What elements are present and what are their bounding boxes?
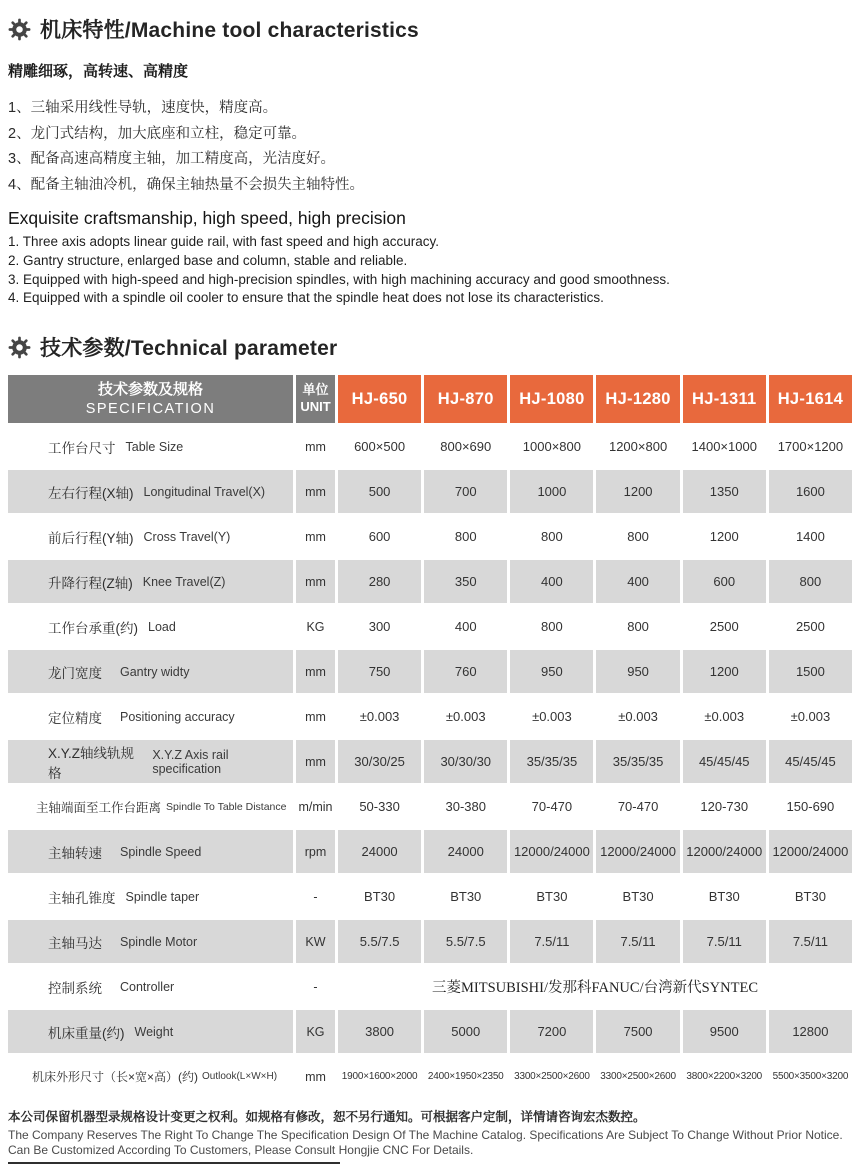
spec-value: 70-470 <box>617 799 659 815</box>
spec-value: 1600 <box>769 470 852 513</box>
row-label <box>8 740 293 783</box>
row-label-cn: 龙门宽度 <box>48 665 102 681</box>
spec-value: 45/45/45 <box>769 740 852 783</box>
spec-value: 600 <box>368 529 391 545</box>
row-unit: mm <box>305 1069 326 1084</box>
row-label <box>8 830 293 873</box>
row-unit: mm <box>305 529 326 544</box>
spec-value: 12000/24000 <box>769 830 852 873</box>
spec-value: 24000 <box>338 830 421 873</box>
model-column-header: HJ-1280 <box>596 375 679 423</box>
controller-merged-value: 三菱MITSUBISHI/发那科FANUC/台湾新代SYNTEC <box>431 980 758 997</box>
spec-value: 1200 <box>683 650 766 693</box>
spec-value: 1000×800 <box>522 439 581 455</box>
spec-value: 9500 <box>683 1010 766 1053</box>
spec-value: 12000/24000 <box>510 830 593 873</box>
spec-header-cn: 技术参数及规格 <box>97 380 203 398</box>
spec-value: 3800 <box>338 1010 421 1053</box>
row-label-en: Gantry widty <box>120 664 190 679</box>
row-unit: mm <box>296 650 335 693</box>
row-unit: KG <box>296 1010 335 1053</box>
spec-value: 350 <box>424 560 507 603</box>
row-label-en: Outlook(L×W×H) <box>202 1071 278 1083</box>
spec-value: 30-380 <box>445 799 486 815</box>
spec-value: 1700×1200 <box>777 439 844 455</box>
spec-value: 600 <box>683 560 766 603</box>
en-feature-list <box>8 233 852 308</box>
row-label <box>8 920 293 963</box>
machine-characteristics-title-text: 机床特性/Machine tool characteristics <box>40 19 419 42</box>
spec-value: 70-470 <box>531 799 573 815</box>
spec-value: BT30 <box>450 889 482 905</box>
row-unit: mm <box>296 470 335 513</box>
spec-value: 800 <box>454 529 477 545</box>
spec-value: 950 <box>596 650 679 693</box>
technical-parameter-title-text: 技术参数/Technical parameter <box>40 337 338 361</box>
spec-value: 800 <box>627 529 649 545</box>
spec-value: 7.5/11 <box>769 920 852 963</box>
unit-header-cn: 单位 <box>302 382 329 398</box>
spec-value: 35/35/35 <box>596 740 679 783</box>
spec-value: 24000 <box>424 830 507 873</box>
spec-value: BT30 <box>794 889 826 905</box>
spec-value: 2400×1950×2350 <box>427 1071 504 1083</box>
en-feature-item: 3. Equipped with high-speed and high-precision spindles, with high machining accuracy and good smoothness. <box>8 271 670 287</box>
row-label <box>8 785 293 828</box>
spec-value: 1000 <box>510 470 593 513</box>
spec-value: 400 <box>454 619 477 635</box>
row-label-en: X.Y.Z Axis rail specification <box>152 747 229 776</box>
row-label <box>8 875 293 918</box>
row-label-en: Cross Travel(Y) <box>143 529 231 544</box>
spec-value: 5.5/7.5 <box>424 920 507 963</box>
row-label-en: Spindle Motor <box>120 934 198 949</box>
spec-value: BT30 <box>622 889 654 905</box>
footer-underline <box>8 1162 340 1164</box>
row-unit: - <box>313 979 318 994</box>
row-label-cn: 机床外形尺寸（长×宽×高）(约) <box>32 1070 199 1085</box>
row-label <box>8 650 293 693</box>
spec-column-header <box>8 375 293 423</box>
cn-feature-item: 3、配备高速高精度主轴，加工精度高，光洁度好。 <box>8 151 336 167</box>
spec-value: 400 <box>596 560 679 603</box>
spec-value: 800 <box>541 529 563 545</box>
spec-value: 3800×2200×3200 <box>686 1071 763 1083</box>
row-label <box>8 560 293 603</box>
spec-value: 500 <box>338 470 421 513</box>
disclaimer-cn: 本公司保留机器型录规格设计变更之权利。如规格有修改，恕不另行通知。可根据客户定制，详情请咨询宏杰数控。 <box>8 1110 646 1125</box>
disclaimer-en: The Company Reserves The Right To Change The Specification Design Of The Machine Catalog. Specifications Are Subject To Change Without Prior Notice. Can Be Customized According To Customers, Please Consult Hongjie CNC For Details. <box>8 1128 843 1158</box>
row-label-en: Load <box>148 619 176 634</box>
spec-value: 7200 <box>510 1010 593 1053</box>
spec-value: ±0.003 <box>359 709 400 725</box>
row-label-cn: 主轴端面至工作台距离 <box>36 800 162 815</box>
spec-value: 1200 <box>709 529 739 545</box>
row-label-cn: 左右行程(X轴) <box>48 485 134 501</box>
spec-value: 35/35/35 <box>510 740 593 783</box>
en-feature-item: 1. Three axis adopts linear guide rail, with fast speed and high accuracy. <box>8 234 439 249</box>
model-column-header: HJ-650 <box>338 375 421 423</box>
spec-value: 1400×1000 <box>691 439 757 455</box>
spec-value: 1500 <box>769 650 852 693</box>
spec-value: 30/30/30 <box>424 740 507 783</box>
row-label-cn: 升降行程(Z轴) <box>48 575 133 591</box>
en-subtitle: Exquisite craftsmanship, high speed, high precision <box>8 208 406 228</box>
spec-value: 1200×800 <box>608 439 668 455</box>
spec-value: 12800 <box>769 1010 852 1053</box>
spec-value: 5.5/7.5 <box>338 920 421 963</box>
en-feature-item: 2. Gantry structure, enlarged base and column, stable and reliable. <box>8 252 408 268</box>
spec-value: 7.5/11 <box>596 920 679 963</box>
row-label-cn: 主轴马达 <box>48 935 102 951</box>
model-column-header: HJ-1614 <box>769 375 852 423</box>
en-feature-item: 4. Equipped with a spindle oil cooler to ensure that the spindle heat does not lose its characteristics. <box>8 290 604 306</box>
cn-feature-item: 4、配备主轴油冷机，确保主轴热量不会损失主轴特性。 <box>8 176 365 193</box>
spec-value: 5000 <box>424 1010 507 1053</box>
technical-parameter-title <box>8 332 852 362</box>
spec-value: 2500 <box>709 619 739 635</box>
row-label-cn: 主轴转速 <box>48 845 102 861</box>
spec-value: 800×690 <box>440 439 492 455</box>
row-label <box>8 1055 293 1098</box>
model-column-header: HJ-1080 <box>510 375 593 423</box>
spec-value: 760 <box>424 650 507 693</box>
spec-value: 1350 <box>683 470 766 513</box>
row-label-en: Knee Travel(Z) <box>142 574 226 589</box>
row-label <box>8 695 293 738</box>
spec-value: 30/30/25 <box>338 740 421 783</box>
spec-value: 7500 <box>596 1010 679 1053</box>
spec-value: ±0.003 <box>790 709 831 725</box>
disclaimer-footer <box>8 1107 852 1163</box>
spec-value: 2500 <box>795 619 825 635</box>
row-unit: rpm <box>296 830 335 873</box>
unit-header-en: UNIT <box>300 399 331 415</box>
row-unit: mm <box>305 439 326 454</box>
row-label-en: Spindle To Table Distance <box>166 800 287 813</box>
spec-value: 800 <box>627 619 649 635</box>
row-unit: mm <box>296 740 335 783</box>
model-column-header: HJ-1311 <box>683 375 766 423</box>
spec-value: BT30 <box>364 889 396 905</box>
row-label <box>8 1010 293 1053</box>
row-label <box>8 965 293 1008</box>
spec-value: 120-730 <box>700 799 749 815</box>
spec-value: 150-690 <box>786 799 835 815</box>
spec-value: 12000/24000 <box>596 830 679 873</box>
spec-value: 950 <box>510 650 593 693</box>
row-label-en: Positioning accuracy <box>120 709 235 724</box>
row-label-en: Weight <box>134 1024 174 1039</box>
spec-value: 5500×3500×3200 <box>772 1071 849 1083</box>
row-label-cn: 前后行程(Y轴) <box>48 530 134 546</box>
row-label-cn: 工作台承重(约) <box>48 620 138 636</box>
spec-value: 700 <box>424 470 507 513</box>
spec-value: 1200 <box>596 470 679 513</box>
spec-value: 280 <box>338 560 421 603</box>
row-label-cn: X.Y.Z轴线轨规格 <box>48 745 135 781</box>
spec-header-en: SPECIFICATION <box>85 400 216 417</box>
row-label-en: Table Size <box>125 439 184 454</box>
spec-value: BT30 <box>708 889 740 905</box>
row-label-cn: 工作台尺寸 <box>48 440 116 456</box>
gear-icon <box>8 336 31 359</box>
cn-feature-list <box>8 96 852 198</box>
spec-value: 7.5/11 <box>510 920 593 963</box>
cn-subtitle: 精雕细琢，高转速、高精度 <box>8 63 189 80</box>
row-label-en: Spindle taper <box>125 889 200 904</box>
row-unit: mm <box>305 709 326 724</box>
row-label <box>8 515 293 558</box>
spec-value: 3300×2500×2600 <box>514 1071 590 1083</box>
row-label-cn: 机床重量(约) <box>48 1025 125 1041</box>
row-label-en: Longitudinal Travel(X) <box>143 484 266 499</box>
row-unit: mm <box>296 560 335 603</box>
cn-feature-item: 2、龙门式结构，加大底座和立柱，稳定可靠。 <box>8 125 307 142</box>
gear-icon <box>8 18 31 41</box>
spec-table <box>8 375 852 1098</box>
spec-value: 7.5/11 <box>683 920 766 963</box>
spec-value: BT30 <box>536 889 568 905</box>
spec-value: ±0.003 <box>445 709 486 725</box>
row-label-cn: 主轴孔锥度 <box>48 890 116 906</box>
spec-value: 300 <box>368 619 391 635</box>
row-unit: m/min <box>298 799 333 814</box>
spec-value: ±0.003 <box>618 709 658 725</box>
spec-value: 3300×2500×2600 <box>600 1071 676 1083</box>
row-unit: - <box>313 889 318 904</box>
spec-value: 600×500 <box>354 439 406 455</box>
spec-value: 750 <box>338 650 421 693</box>
model-column-header: HJ-870 <box>424 375 507 423</box>
spec-value: 45/45/45 <box>683 740 766 783</box>
row-label-en: Controller <box>120 979 175 994</box>
machine-characteristics-title <box>8 14 852 44</box>
row-label <box>8 605 293 648</box>
row-label-cn: 控制系统 <box>48 980 102 996</box>
row-unit: KW <box>296 920 335 963</box>
row-label <box>8 470 293 513</box>
row-unit: KG <box>306 619 325 634</box>
spec-value: ±0.003 <box>532 709 572 725</box>
row-label <box>8 425 293 468</box>
spec-value: 1900×1600×2000 <box>341 1071 418 1083</box>
row-label-cn: 定位精度 <box>48 710 102 726</box>
row-label-en: Spindle Speed <box>120 844 202 859</box>
spec-value: ±0.003 <box>704 709 745 725</box>
spec-value: 50-330 <box>359 799 400 815</box>
unit-column-header <box>296 375 335 423</box>
spec-value: 1400 <box>795 529 825 545</box>
spec-value: 400 <box>510 560 593 603</box>
spec-value: 800 <box>541 619 563 635</box>
spec-value: 800 <box>769 560 852 603</box>
cn-feature-item: 1、三轴采用线性导轨，速度快，精度高。 <box>8 100 278 116</box>
spec-value: 12000/24000 <box>683 830 766 873</box>
